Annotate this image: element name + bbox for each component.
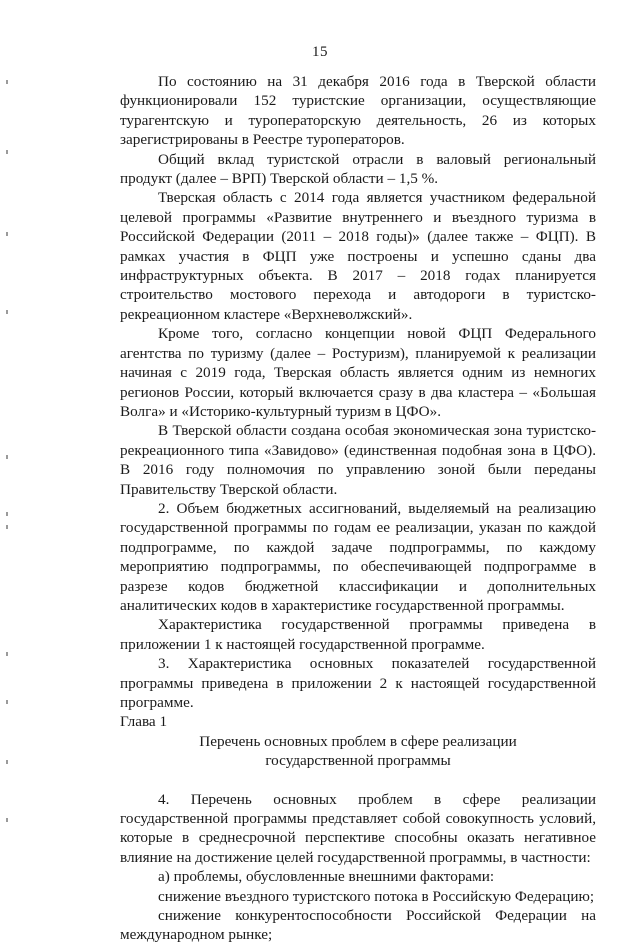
- paragraph-federal-program: Тверская область с 2014 года является участником федеральной целевой программы «Развитие внутреннего и въездного туризма в Российской Федерации (2011 – 2018 годы)» (далее также – ФЦП). В рамках участия в ФЦП уже построены и успешно сданы два инфраструктурных объекта. В 2017 – 2018 годах планируется строительство мостового перехода и автодороги в туристско-рекреационном кластере «Верхневолжский».: [120, 189, 596, 323]
- chapter-heading: Глава 1: [120, 713, 168, 731]
- paragraph-zavidovo-zone: В Тверской области создана особая экономическая зона туристско-рекреационного типа «Завидово» (единственная подобная зона в ЦФО). В 2016 году полномочия по управлению зоной были переданы Правительству Тверской области.: [120, 422, 596, 498]
- chapter-title-line-1: Перечень основных проблем в сфере реализации: [199, 732, 517, 750]
- chapter-title-line-2: государственной программы: [265, 752, 451, 770]
- paragraph-program-characteristic: Характеристика государственной программы приведена в приложении 1 к настоящей государственной программе.: [120, 616, 596, 653]
- paragraph-rosturizm-concept: Кроме того, согласно концепции новой ФЦП Федерального агентства по туризму (далее – Ростуризм), планируемой к реализации начиная с 2019 года, Тверская область является одним из немногих регионов России, который включается сразу в два кластера – «Большая Волга» и «Историко-культурный туризм в ЦФО».: [120, 325, 596, 420]
- paragraph-budget-allocations: 2. Объем бюджетных ассигнований, выделяемый на реализацию государственной программы по годам ее реализации, указан по каждой подпрограмме, по каждой задаче подпрограммы, по каждому мероприятию подпрограммы, по обеспечивающей подпрограмме в разрезе кодов бюджетной классификации и дополнительных аналитических кодов в характеристике государственной программы.: [120, 499, 596, 614]
- list-item-external-factors: а) проблемы, обусловленные внешними факторами:: [158, 868, 495, 886]
- paragraph-tour-organizations: По состоянию на 31 декабря 2016 года в Тверской области функционировали 152 туристские организации, осуществляющие турагентскую и туроператорскую деятельность, 26 из которых зарегистрированы в Реестре туроператоров.: [120, 73, 596, 149]
- paragraph-main-indicators: 3. Характеристика основных показателей государственной программы приведена в приложении 2 к настоящей государственной программе.: [120, 655, 596, 711]
- paragraph-grp-contribution: Общий вклад туристской отрасли в валовый региональный продукт (далее – ВРП) Тверской области – 1,5 %.: [120, 150, 596, 188]
- chapter-title: [120, 732, 596, 771]
- list-item-inbound-flow: снижение въездного туристского потока в Российскую Федерацию;: [158, 887, 595, 905]
- list-item-competitiveness: снижение конкурентоспособности Российской Федерации на международном рынке;: [120, 907, 596, 944]
- document-body: [120, 72, 596, 945]
- paragraph-problems-list: 4. Перечень основных проблем в сфере реализации государственной программы представляет собой совокупность условий, которые в среднесрочной перспективе способны оказать негативное влияние на достижение целей государственной программы, в частности:: [120, 790, 596, 866]
- page-number: 15: [312, 44, 328, 60]
- binding-margin-marks: [6, 0, 10, 905]
- section-spacer: [120, 771, 596, 790]
